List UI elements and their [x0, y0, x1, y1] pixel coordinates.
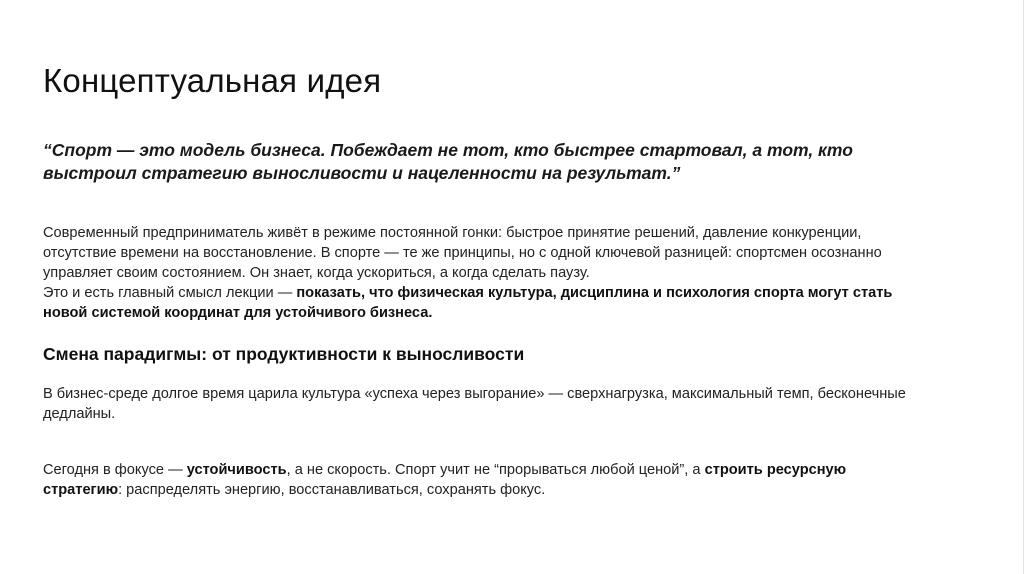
quote-line-1: “Спорт — это модель бизнеса. Побеждает не тот, кто быстрее стартовал, а тот, кто	[43, 140, 853, 160]
focus-bold-2: строить ресурсную	[704, 462, 847, 478]
section-subheading: Смена парадигмы: от продуктивности к выносливости	[43, 344, 525, 364]
intro-line-4-plain: Это и есть главный смысл лекции —	[43, 285, 297, 301]
slide-title: Концептуальная идея	[43, 62, 382, 99]
focus-bold-3: стратегию	[43, 482, 119, 498]
intro-line-4-bold: показать, что физическая культура, дисциплина и психология спорта могут стать	[296, 285, 893, 301]
intro-line-2: отсутствие времени на восстановление. В спорте — те же принципы, но с одной ключевой разницей: спортсмен осознанно	[43, 245, 882, 261]
intro-line-3: управляет своим состоянием. Он знает, когда ускориться, а когда сделать паузу.	[43, 265, 590, 281]
focus-part-3: : распределять энергию, восстанавливаться, сохранять фокус.	[118, 482, 546, 498]
epigraph-quote	[43, 139, 943, 185]
focus-part-2: , а не скорость. Спорт учит не “прорываться любой ценой”, а	[286, 462, 705, 478]
paradigm-line-1: В бизнес-среде долгое время царила культура «успеха через выгорание» — сверхнагрузка, максимальный темп, бесконечные	[43, 386, 906, 402]
paradigm-line-2: дедлайны.	[43, 406, 116, 422]
quote-line-2: выстроил стратегию выносливости и нацеленности на результат.”	[43, 163, 681, 183]
focus-bold-1: устойчивость	[186, 462, 287, 478]
paradigm-paragraph	[43, 384, 973, 424]
focus-paragraph	[43, 460, 973, 500]
intro-paragraph	[43, 223, 973, 323]
intro-line-1: Современный предприниматель живёт в режиме постоянной гонки: быстрое принятие решений, давление конкуренции,	[43, 225, 862, 241]
intro-line-5-bold: новой системой координат для устойчивого бизнеса.	[43, 305, 433, 321]
focus-part-1: Сегодня в фокусе —	[43, 462, 187, 478]
